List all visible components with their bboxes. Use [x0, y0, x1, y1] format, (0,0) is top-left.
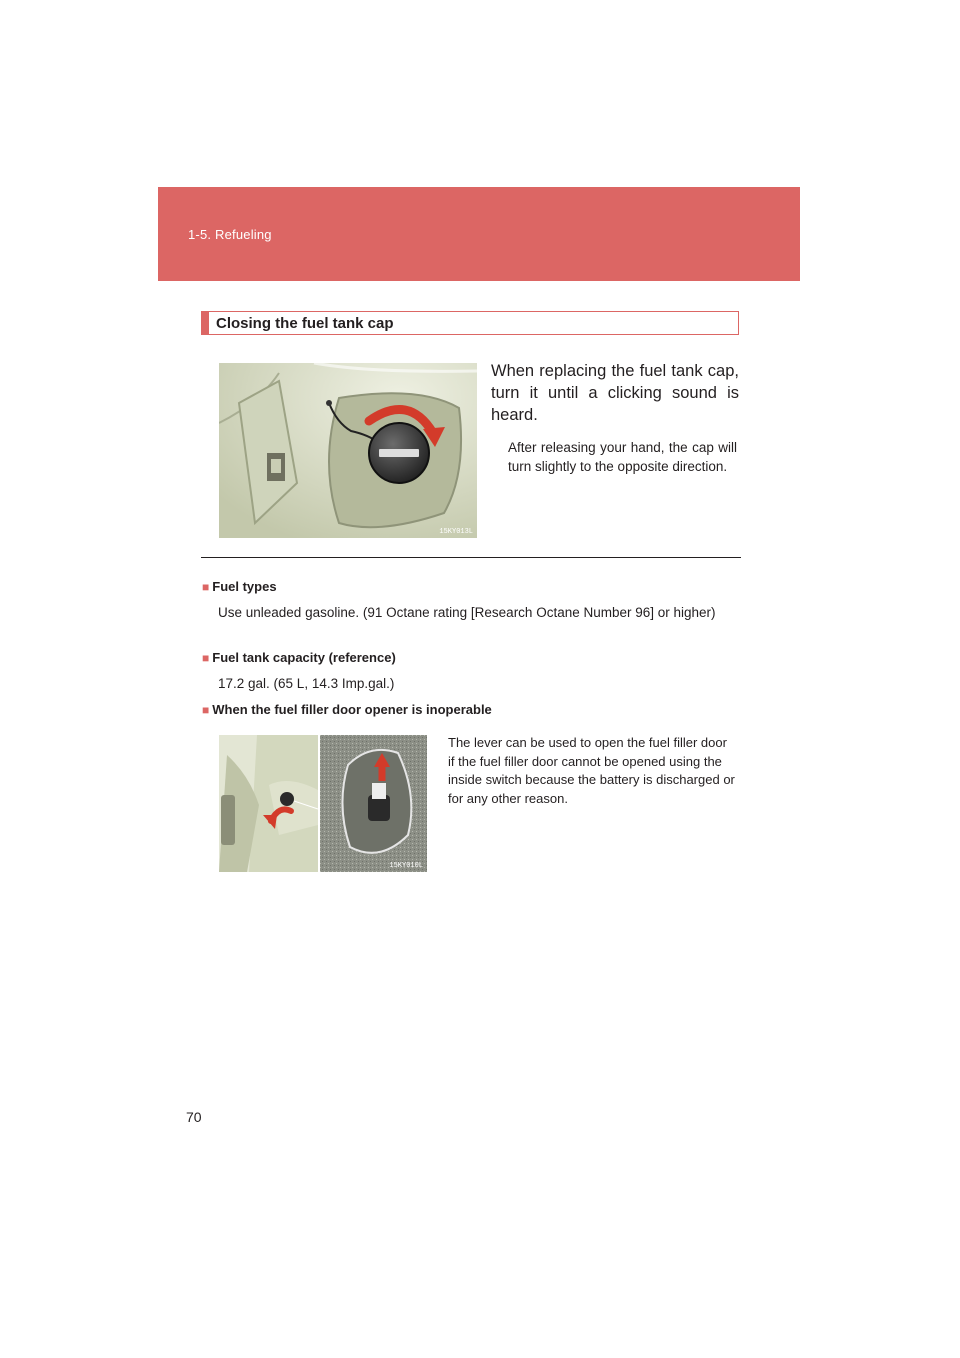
figure-code: 15KY013L: [439, 528, 473, 536]
page-number: 70: [186, 1109, 202, 1125]
section-heading: [201, 311, 739, 335]
figure-code: 15KY010L: [389, 862, 423, 870]
chapter-header-band: [158, 187, 800, 281]
fuel-door-lever-closeup-photo: [320, 735, 427, 872]
section-title: Closing the fuel tank cap: [216, 315, 394, 332]
fuel-cap-illustration: [219, 363, 477, 538]
square-bullet-icon: ■: [202, 580, 210, 594]
lever-closeup-illustration: [320, 735, 427, 872]
square-bullet-icon: ■: [202, 703, 210, 717]
lever-location-illustration: [219, 735, 318, 872]
fuel-cap-photo: [219, 363, 477, 538]
fuel-door-lever-photo: [219, 735, 318, 872]
section-divider: [201, 557, 741, 558]
note-heading-tank-capacity: ■ Fuel tank capacity (reference): [202, 650, 396, 665]
note-body-door-opener: The lever can be used to open the fuel filler door if the fuel filler door cannot be opened using the inside switch because the battery is discharged or for any other reason.: [448, 735, 735, 806]
note-heading-door-opener: ■ When the fuel filler door opener is inoperable: [202, 702, 492, 717]
note-body-tank-capacity: 17.2 gal. (65 L, 14.3 Imp.gal.): [218, 676, 395, 691]
instruction-text: When replacing the fuel tank cap, turn it until a clicking sound is heard.: [491, 362, 739, 424]
note-body-fuel-types: Use unleaded gasoline. (91 Octane rating [Research Octane Number 96] or higher): [218, 605, 716, 620]
instruction-note: After releasing your hand, the cap will turn slightly to the opposite direction.: [508, 440, 737, 474]
breadcrumb: 1-5. Refueling: [188, 227, 272, 242]
square-bullet-icon: ■: [202, 651, 210, 665]
note-heading-fuel-types: ■ Fuel types: [202, 579, 277, 594]
